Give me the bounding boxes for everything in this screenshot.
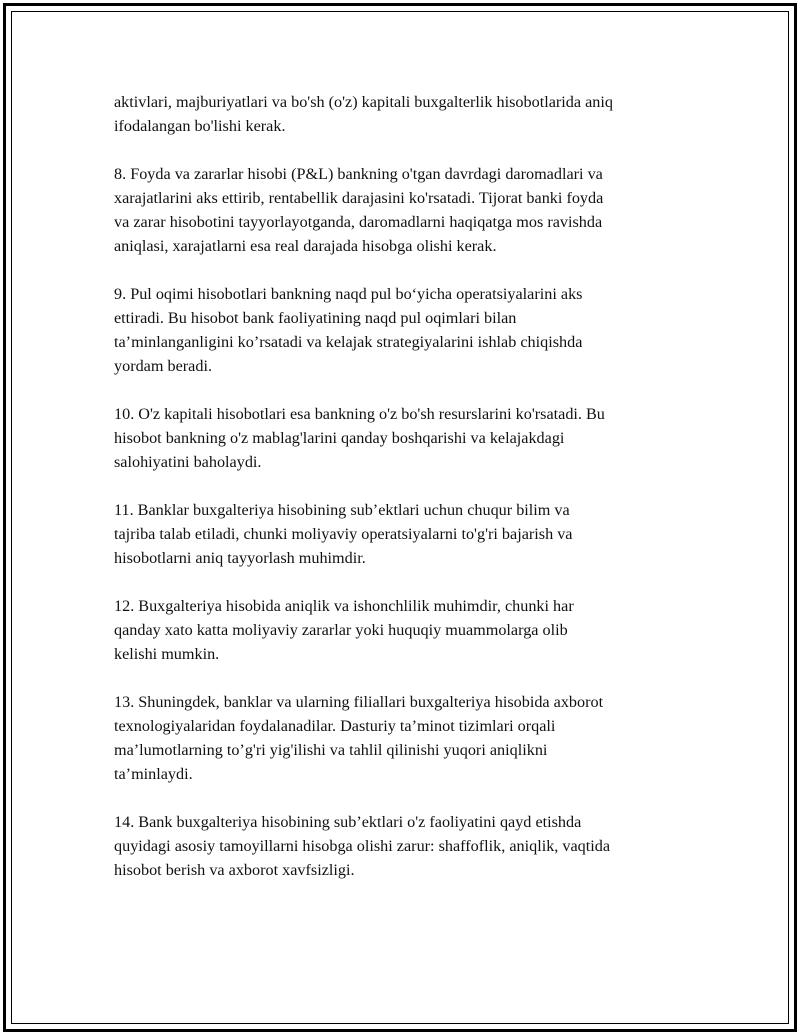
text-line: 11. Banklar buxgalteriya hisobining sub’ektlari uchun chuqur bilim va [114, 501, 570, 519]
text-line: ma’lumotlarning to’g'ri yig'ilishi va tahlil qilinishi yuqori aniqlikni [114, 741, 548, 759]
paragraph [114, 402, 704, 474]
text-line: ettiradi. Bu hisobot bank faoliyatining naqd pul oqimlari bilan [114, 309, 517, 327]
text-line: salohiyatini baholaydi. [114, 453, 262, 471]
paragraph [114, 162, 704, 258]
paragraph [114, 690, 704, 786]
text-line: ifodalangan bo'lishi kerak. [114, 117, 286, 135]
text-line: 9. Pul oqimi hisobotlari bankning naqd pul bo‘yicha operatsiyalarini aks [114, 285, 583, 303]
text-line: 14. Bank buxgalteriya hisobining sub’ektlari o'z faoliyatini qayd etishda [114, 813, 582, 831]
text-line: yordam beradi. [114, 357, 212, 375]
text-line: 10. O'z kapitali hisobotlari esa bankning o'z bo'sh resurslarini ko'rsatadi. Bu [114, 405, 605, 423]
text-line: aktivlari, majburiyatlari va bo'sh (o'z) kapitali buxgalterlik hisobotlarida aniq [114, 93, 613, 111]
text-line: qanday xato katta moliyaviy zararlar yoki huquqiy muammolarga olib [114, 621, 568, 639]
text-line: xarajatlarini aks ettirib, rentabellik darajasini ko'rsatadi. Tijorat banki foyda [114, 189, 604, 207]
text-line: 8. Foyda va zararlar hisobi (P&L) bankning o'tgan davrdagi daromadlari va [114, 165, 603, 183]
text-line: kelishi mumkin. [114, 645, 220, 663]
text-line: 12. Buxgalteriya hisobida aniqlik va ishonchlilik muhimdir, chunki har [114, 597, 574, 615]
text-line: aniqlasi, xarajatlarni esa real darajada hisobga olishi kerak. [114, 237, 497, 255]
text-line: ta’minlanganligini ko’rsatadi va kelajak strategiyalarini ishlab chiqishda [114, 333, 583, 351]
text-line: quyidagi asosiy tamoyillarni hisobga olishi zarur: shaffoflik, aniqlik, vaqtida [114, 837, 611, 855]
paragraph [114, 810, 704, 882]
text-line: hisobotlarni aniq tayyorlash muhimdir. [114, 549, 366, 567]
text-line: ta’minlaydi. [114, 765, 193, 783]
paragraph [114, 90, 704, 138]
paragraph [114, 282, 704, 378]
text-line: va zarar hisobotini tayyorlayotganda, daromadlarni haqiqatga mos ravishda [114, 213, 603, 231]
text-line: 13. Shuningdek, banklar va ularning filiallari buxgalteriya hisobida axborot [114, 693, 604, 711]
document-body [114, 90, 704, 906]
text-line: texnologiyalaridan foydalanadilar. Dasturiy ta’minot tizimlari orqali [114, 717, 556, 735]
text-line: hisobot berish va axborot xavfsizligi. [114, 861, 355, 879]
paragraph [114, 498, 704, 570]
text-line: tajriba talab etiladi, chunki moliyaviy operatsiyalarni to'g'ri bajarish va [114, 525, 573, 543]
paragraph [114, 594, 704, 666]
text-line: hisobot bankning o'z mablag'larini qanday boshqarishi va kelajakdagi [114, 429, 565, 447]
